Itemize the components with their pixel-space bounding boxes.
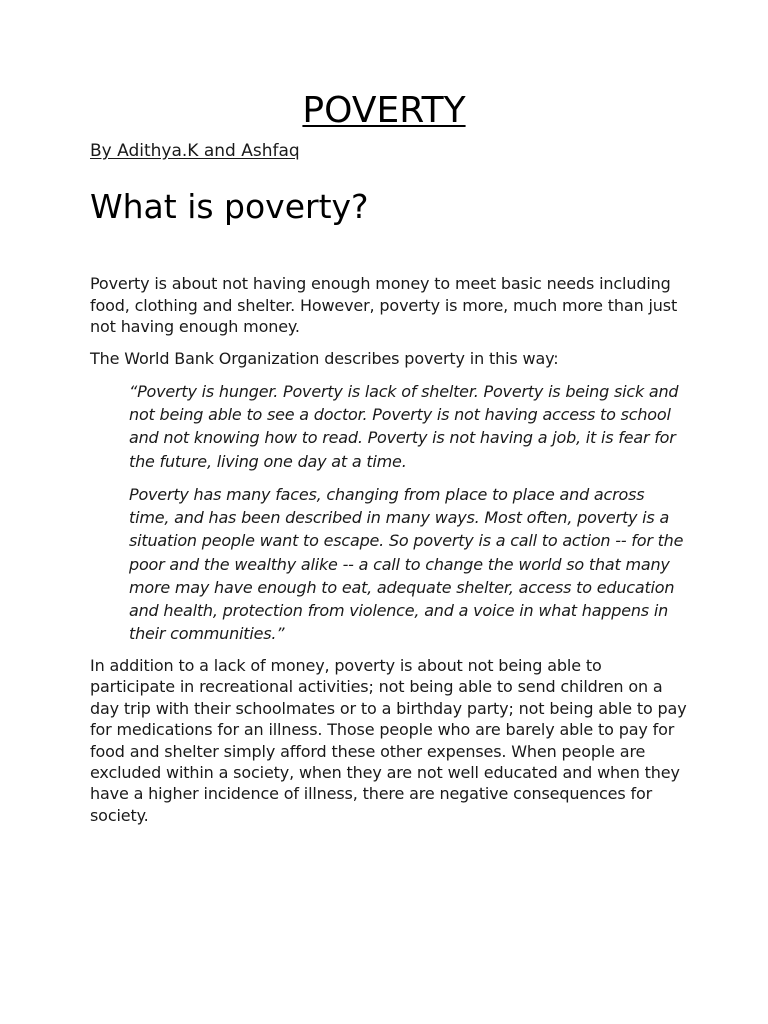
closing-paragraph: In addition to a lack of money, poverty is about not being able to participate in recreational activities; not being able to send children on a day trip with their schoolmates or to a birthday party; not being able to pay for medications for an illness. Those people who are barely able to pay for food and shelter simply afford these other expenses. When people are excluded within a society, when they are not well educated and when they have a higher incidence of illness, there are negative consequences for society. — [90, 656, 687, 825]
intro-paragraph: Poverty is about not having enough money to meet basic needs including food, clothing and shelter. However, poverty is more, much more than just not having enough money. — [90, 274, 678, 336]
world-bank-paragraph: The World Bank Organization describes poverty in this way: — [90, 349, 559, 368]
author-byline: By Adithya.K and Ashfaq — [90, 141, 300, 161]
document-title: POVERTY — [302, 90, 466, 131]
quote-paragraph-1: “Poverty is hunger. Poverty is lack of shelter. Poverty is being sick and not being able to see a doctor. Poverty is not having access to school and not knowing how to read. Poverty is not having a job, it is fear for the future, living one day at a time. — [129, 382, 679, 471]
quote-paragraph-2: Poverty has many faces, changing from place to place and across time, and has been described in many ways. Most often, poverty is a situation people want to escape. So poverty is a call to action -- for the poor and the wealthy alike -- a call to change the world so that many more may have enough to eat, adequate shelter, access to education and health, protection from violence, and a voice in what happens in their communities.” — [129, 485, 684, 644]
section-heading: What is poverty? — [90, 187, 369, 226]
